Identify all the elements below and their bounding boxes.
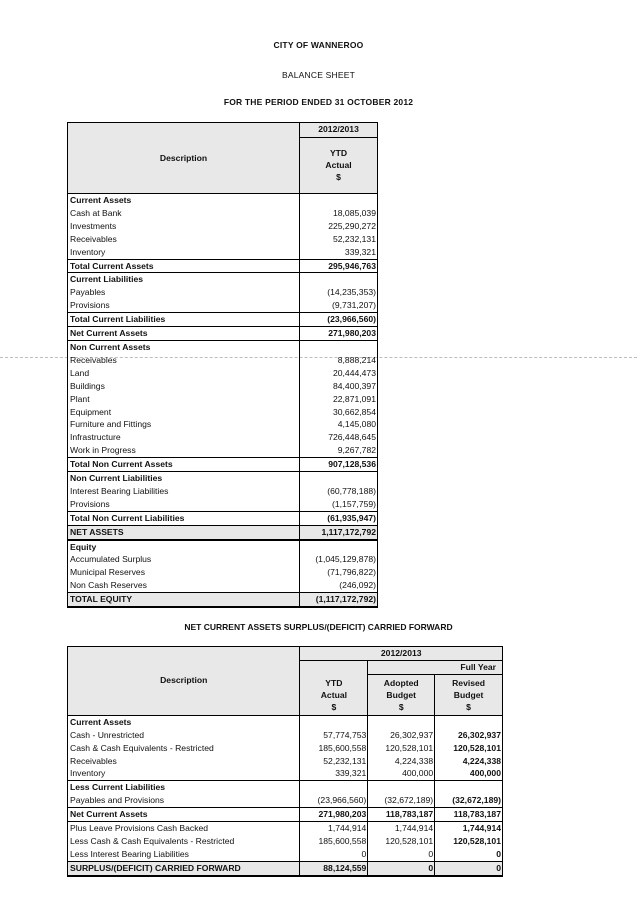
row-label: Furniture and Fittings xyxy=(68,418,300,431)
row-adopted-value: (32,672,189) xyxy=(368,794,435,807)
row-value: 225,290,272 xyxy=(300,220,378,233)
row-value xyxy=(300,340,378,353)
row-label: Work in Progress xyxy=(68,444,300,457)
row-value xyxy=(300,472,378,485)
row-label: Net Current Assets xyxy=(68,327,300,341)
table-row xyxy=(68,246,378,259)
table-row xyxy=(68,354,378,367)
row-ytd-value: 185,600,558 xyxy=(300,835,368,848)
row-value: (23,966,560) xyxy=(300,313,378,327)
row-label: Less Cash & Cash Equivalents - Restricted xyxy=(68,835,300,848)
row-adopted-value xyxy=(368,715,435,728)
row-value: (246,092) xyxy=(300,579,378,592)
table-row xyxy=(68,511,378,525)
table-row xyxy=(68,715,503,728)
row-label: Plus Leave Provisions Cash Backed xyxy=(68,822,300,835)
row-ytd-value: 0 xyxy=(300,848,368,861)
row-value: (71,796,822) xyxy=(300,566,378,579)
row-value: (1,117,172,792) xyxy=(300,593,378,607)
row-label: NET ASSETS xyxy=(68,525,300,539)
cf-ytd-currency-label: $ xyxy=(331,701,337,712)
row-label: Total Current Liabilities xyxy=(68,313,300,327)
row-revised-value xyxy=(435,715,503,728)
row-adopted-value: 26,302,937 xyxy=(368,729,435,742)
row-value: 295,946,763 xyxy=(300,259,378,273)
cf-revised-label: Revised xyxy=(452,677,486,688)
row-label: Non Current Liabilities xyxy=(68,472,300,485)
row-label: Less Current Liabilities xyxy=(68,781,300,794)
carried-forward-year-header: 2012/2013 xyxy=(300,647,503,661)
table-row xyxy=(68,794,503,807)
table-row xyxy=(68,458,378,472)
row-value: (1,045,129,878) xyxy=(300,553,378,566)
table-row xyxy=(68,431,378,444)
table-row xyxy=(68,472,378,485)
row-label: Land xyxy=(68,367,300,380)
cf-revised-header xyxy=(435,674,503,715)
row-label: Total Non Current Liabilities xyxy=(68,511,300,525)
row-value: (9,731,207) xyxy=(300,299,378,312)
row-label: Receivables xyxy=(68,354,300,367)
row-label: Provisions xyxy=(68,299,300,312)
table-row xyxy=(68,498,378,511)
row-adopted-value xyxy=(368,781,435,794)
table-row xyxy=(68,835,503,848)
row-label: Total Non Current Assets xyxy=(68,458,300,472)
table-row xyxy=(68,808,503,822)
table-row xyxy=(68,579,378,592)
row-label: Current Liabilities xyxy=(68,273,300,286)
row-revised-value: 120,528,101 xyxy=(435,742,503,755)
row-revised-value: 120,528,101 xyxy=(435,835,503,848)
row-revised-value: 118,783,187 xyxy=(435,808,503,822)
row-ytd-value: 52,232,131 xyxy=(300,755,368,768)
row-label: Buildings xyxy=(68,380,300,393)
table-row xyxy=(68,299,378,312)
row-value: 30,662,854 xyxy=(300,406,378,419)
table-row xyxy=(68,540,378,554)
row-value: 22,871,091 xyxy=(300,393,378,406)
table-row xyxy=(68,380,378,393)
row-label: TOTAL EQUITY xyxy=(68,593,300,607)
table-row xyxy=(68,566,378,579)
row-adopted-value: 0 xyxy=(368,861,435,875)
table-row xyxy=(68,767,503,780)
row-label: Total Current Assets xyxy=(68,259,300,273)
row-value: (14,235,353) xyxy=(300,286,378,299)
table-row xyxy=(68,340,378,353)
table-row xyxy=(68,233,378,246)
row-label: Municipal Reserves xyxy=(68,566,300,579)
row-adopted-value: 0 xyxy=(368,848,435,861)
row-revised-value: (32,672,189) xyxy=(435,794,503,807)
row-label: Equipment xyxy=(68,406,300,419)
row-revised-value: 400,000 xyxy=(435,767,503,780)
row-label: Cash - Unrestricted xyxy=(68,729,300,742)
table-row xyxy=(68,418,378,431)
row-value xyxy=(300,194,378,207)
row-label: Infrastructure xyxy=(68,431,300,444)
table-row xyxy=(68,406,378,419)
table-row xyxy=(68,313,378,327)
table-row xyxy=(68,393,378,406)
row-value: 1,117,172,792 xyxy=(300,525,378,539)
row-label: Accumulated Surplus xyxy=(68,553,300,566)
table-row xyxy=(68,194,378,207)
row-label: Cash & Cash Equivalents - Restricted xyxy=(68,742,300,755)
balance-sheet-year-header: 2012/2013 xyxy=(300,123,378,138)
row-label: Current Assets xyxy=(68,194,300,207)
table-row xyxy=(68,553,378,566)
row-label: Plant xyxy=(68,393,300,406)
row-revised-value: 26,302,937 xyxy=(435,729,503,742)
row-ytd-value: 1,744,914 xyxy=(300,822,368,835)
document-title: BALANCE SHEET xyxy=(282,70,355,80)
row-label: Investments xyxy=(68,220,300,233)
full-year-header: Full Year xyxy=(368,660,503,674)
table-row xyxy=(68,822,503,835)
table-row xyxy=(68,729,503,742)
row-value: (1,157,759) xyxy=(300,498,378,511)
carried-forward-description-header: Description xyxy=(68,647,300,716)
row-value: 339,321 xyxy=(300,246,378,259)
row-adopted-value: 120,528,101 xyxy=(368,742,435,755)
row-ytd-value xyxy=(300,715,368,728)
balance-sheet-table xyxy=(67,122,378,608)
table-row xyxy=(68,755,503,768)
row-adopted-value: 120,528,101 xyxy=(368,835,435,848)
table-row xyxy=(68,742,503,755)
row-ytd-value: 57,774,753 xyxy=(300,729,368,742)
row-label: Non Cash Reserves xyxy=(68,579,300,592)
row-ytd-value: 88,124,559 xyxy=(300,861,368,875)
row-value: 907,128,536 xyxy=(300,458,378,472)
table-row xyxy=(68,286,378,299)
row-value: 18,085,039 xyxy=(300,207,378,220)
balance-sheet-description-header: Description xyxy=(68,123,300,194)
row-revised-value: 4,224,338 xyxy=(435,755,503,768)
row-ytd-value: 185,600,558 xyxy=(300,742,368,755)
row-label: Current Assets xyxy=(68,715,300,728)
table-row xyxy=(68,367,378,380)
row-value: 20,444,473 xyxy=(300,367,378,380)
row-adopted-value: 4,224,338 xyxy=(368,755,435,768)
row-value: 52,232,131 xyxy=(300,233,378,246)
cf-adopted-budget-label: Budget xyxy=(386,689,417,700)
ytd-label: YTD xyxy=(329,148,348,159)
row-revised-value xyxy=(435,781,503,794)
row-label: Cash at Bank xyxy=(68,207,300,220)
cf-adopted-currency-label: $ xyxy=(398,701,404,712)
carried-forward-caption: NET CURRENT ASSETS SURPLUS/(DEFICIT) CARRIED FORWARD xyxy=(184,622,453,632)
row-revised-value: 0 xyxy=(435,861,503,875)
table-row xyxy=(68,273,378,286)
org-title: CITY OF WANNEROO xyxy=(273,40,364,50)
table-row xyxy=(68,207,378,220)
table-row xyxy=(68,861,503,875)
actual-label: Actual xyxy=(325,160,352,171)
table-row xyxy=(68,220,378,233)
cf-revised-currency-label: $ xyxy=(466,701,471,712)
carried-forward-table xyxy=(67,646,503,877)
table-row xyxy=(68,259,378,273)
row-value: 271,980,203 xyxy=(300,327,378,341)
row-value xyxy=(300,273,378,286)
row-label: SURPLUS/(DEFICIT) CARRIED FORWARD xyxy=(68,861,300,875)
row-adopted-value: 1,744,914 xyxy=(368,822,435,835)
row-revised-value: 1,744,914 xyxy=(435,822,503,835)
cf-revised-budget-label: Budget xyxy=(453,689,484,700)
table-row xyxy=(68,593,378,607)
row-revised-value: 0 xyxy=(435,848,503,861)
row-adopted-value: 118,783,187 xyxy=(368,808,435,822)
row-label: Inventory xyxy=(68,246,300,259)
table-row xyxy=(68,525,378,539)
balance-sheet-ytd-header xyxy=(300,137,378,193)
table-row xyxy=(68,444,378,457)
row-value: 726,448,645 xyxy=(300,431,378,444)
table-row xyxy=(68,848,503,861)
row-value: (60,778,188) xyxy=(300,485,378,498)
row-label: Net Current Assets xyxy=(68,808,300,822)
row-label: Interest Bearing Liabilities xyxy=(68,485,300,498)
row-value: 8,888,214 xyxy=(300,354,378,367)
row-label: Payables xyxy=(68,286,300,299)
currency-label: $ xyxy=(336,172,341,183)
table-row xyxy=(68,327,378,341)
row-label: Inventory xyxy=(68,767,300,780)
row-adopted-value: 400,000 xyxy=(368,767,435,780)
period-title: FOR THE PERIOD ENDED 31 OCTOBER 2012 xyxy=(223,97,414,107)
row-value: 9,267,782 xyxy=(300,444,378,457)
row-ytd-value xyxy=(300,781,368,794)
row-value: 84,400,397 xyxy=(300,380,378,393)
row-ytd-value: 271,980,203 xyxy=(300,808,368,822)
table-row xyxy=(68,485,378,498)
row-label: Receivables xyxy=(68,755,300,768)
row-value: (61,935,947) xyxy=(300,511,378,525)
row-ytd-value: (23,966,560) xyxy=(300,794,368,807)
row-value xyxy=(300,540,378,554)
row-label: Receivables xyxy=(68,233,300,246)
cf-actual-label: Actual xyxy=(320,689,347,700)
row-label: Less Interest Bearing Liabilities xyxy=(68,848,300,861)
row-ytd-value: 339,321 xyxy=(300,767,368,780)
row-label: Payables and Provisions xyxy=(68,794,300,807)
row-value: 4,145,080 xyxy=(300,418,378,431)
cf-ytd-label: YTD xyxy=(325,677,343,688)
cf-ytd-header xyxy=(300,674,368,715)
row-label: Equity xyxy=(68,540,300,554)
cf-adopted-label: Adopted xyxy=(383,677,419,688)
row-label: Provisions xyxy=(68,498,300,511)
row-label: Non Current Assets xyxy=(68,340,300,353)
ytd-spacer xyxy=(300,660,368,674)
table-row xyxy=(68,781,503,794)
cf-adopted-header xyxy=(368,674,435,715)
